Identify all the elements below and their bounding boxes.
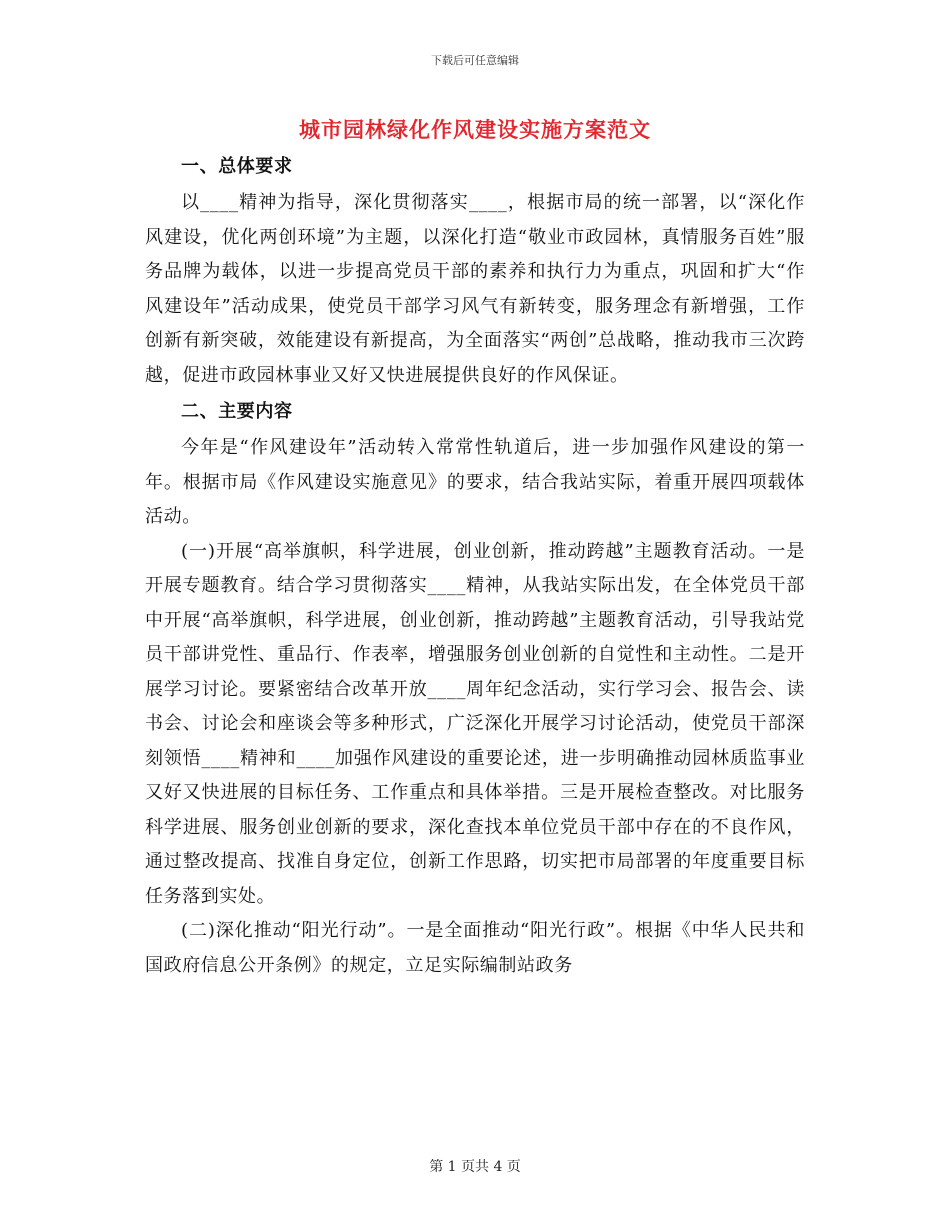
document-body bbox=[145, 148, 805, 983]
paragraph-sunshine-action: (二)深化推动“阳光行动”。一是全面推动“阳光行政”。根据《中华人民共和国政府信息公开条例》的规定，立足实际编制站政务 bbox=[145, 920, 805, 976]
document-title: 城市园林绿化作风建设实施方案范文 bbox=[299, 117, 651, 142]
paragraph-general-requirements: 以____精神为指导，深化贯彻落实____，根据市局的统一部署，以“深化作风建设，优化两创环境”为主题，以深化打造“敬业市政园林，真情服务百姓”服务品牌为载体，以进一步提高党员干部的素养和执行力为重点，巩固和扩大“作风建设年”活动成果，使党员干部学习风气有新转变，服务理念有新增强，工作创新有新突破，效能建设有新提高，为全面落实“两创”总战略，推动我市三次跨越，促进市政园林事业又好又快进展提供良好的作风保证。 bbox=[145, 192, 805, 386]
paragraph-main-content-intro: 今年是“作风建设年”活动转入常常性轨道后，进一步加强作风建设的第一年。根据市局《作风建设实施意见》的要求，结合我站实际，着重开展四项载体活动。 bbox=[145, 437, 805, 527]
page-number: 第 1 页共 4 页 bbox=[429, 1159, 521, 1175]
section-heading-main-content: 二、主要内容 bbox=[181, 401, 293, 422]
paragraph-theme-education: (一)开展“高举旗帜，科学进展，创业创新，推动跨越”主题教育活动。一是开展专题教育。结合学习贯彻落实____精神，从我站实际出发，在全体党员干部中开展“高举旗帜，科学进展，创业创新，推动跨越”主题教育活动，引导我站党员干部讲党性、重品行、作表率，增强服务创业创新的自觉性和主动性。二是开展学习讨论。要紧密结合改革开放____周年纪念活动，实行学习会、报告会、读书会、讨论会和座谈会等多种形式，广泛深化开展学习讨论活动，使党员干部深刻领悟____精神和____加强作风建设的重要论述，进一步明确推动园林质监事业又好又快进展的目标任务、工作重点和具体举措。三是开展检查整改。对比服务科学进展、服务创业创新的要求，深化查找本单位党员干部中存在的不良作风，通过整改提高、找准自身定位，创新工作思路，切实把市局部署的年度重要目标任务落到实处。 bbox=[145, 540, 805, 907]
section-heading-general-requirements: 一、总体要求 bbox=[181, 156, 293, 177]
page-header-note: 下载后可任意编辑 bbox=[431, 54, 519, 67]
